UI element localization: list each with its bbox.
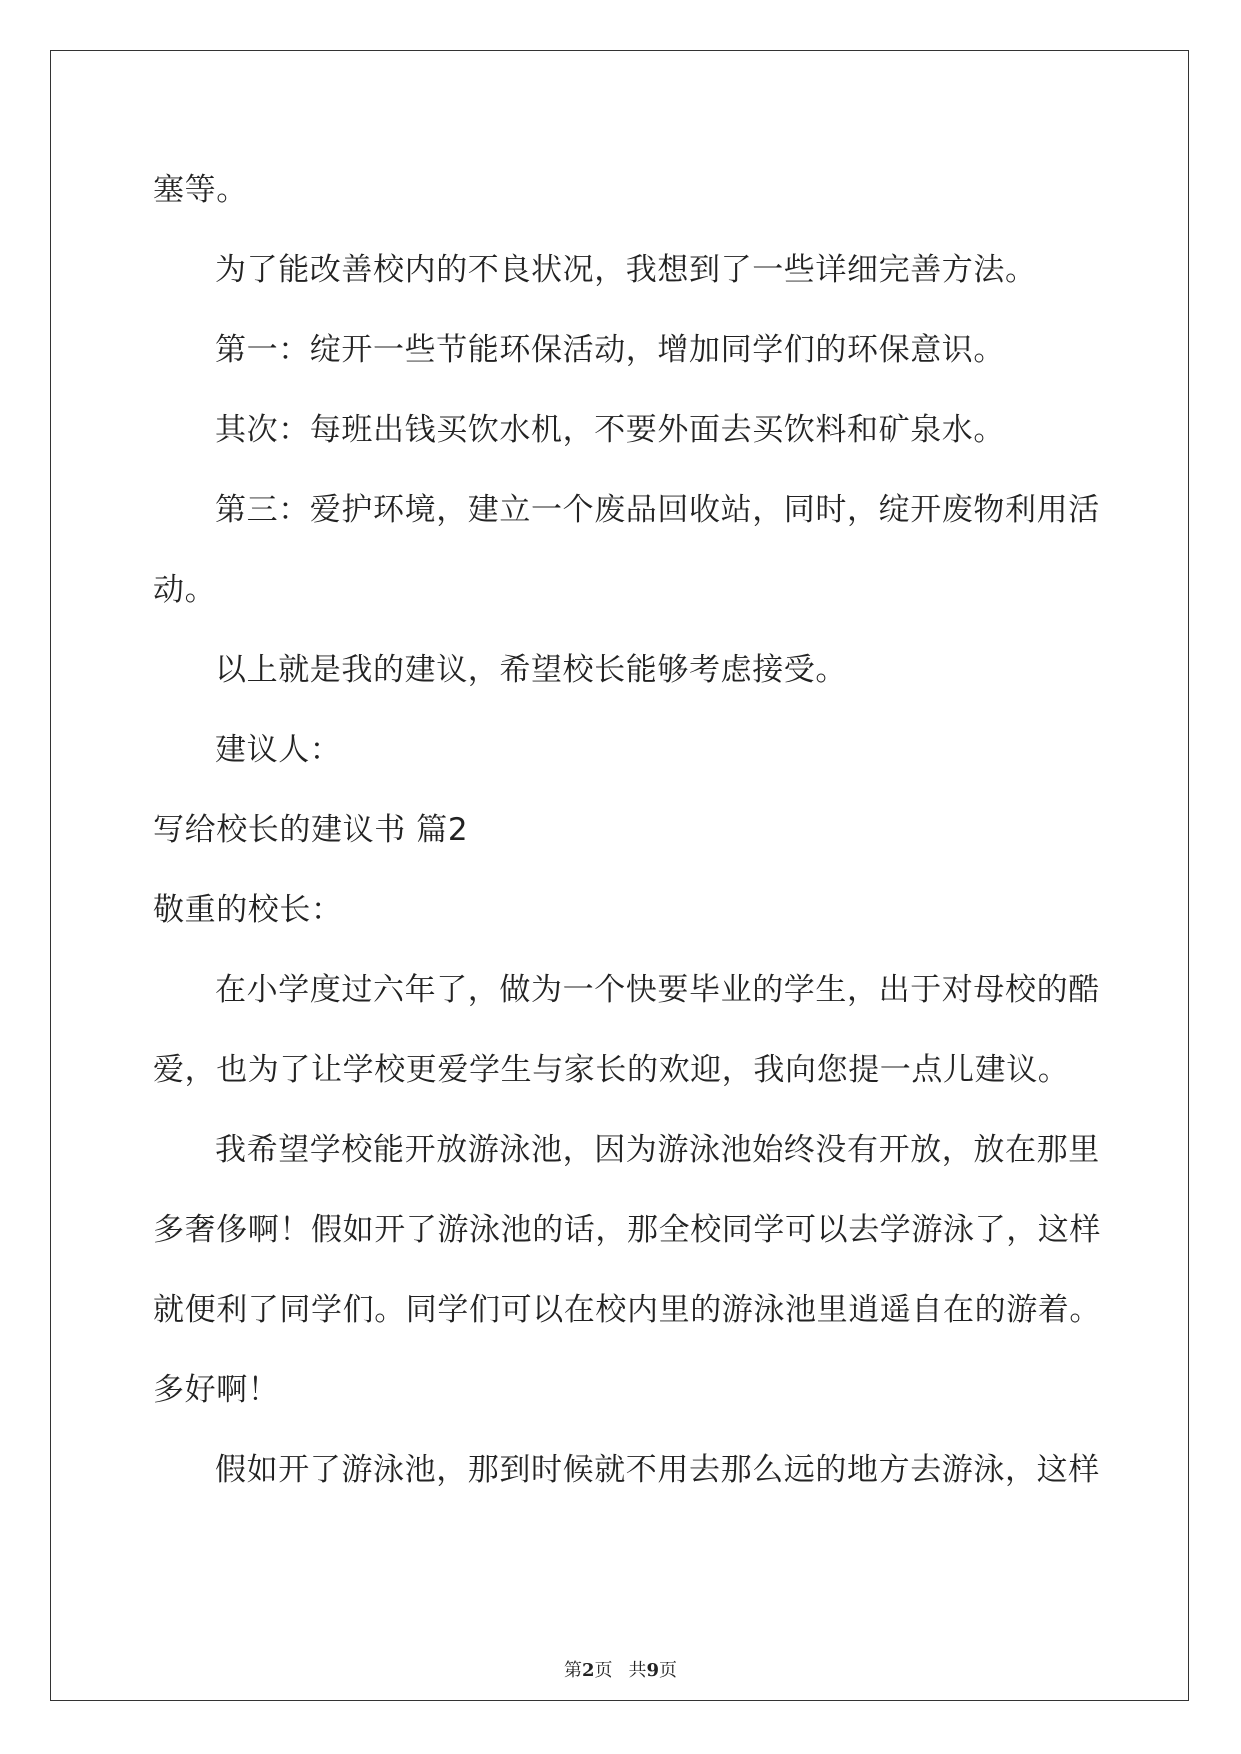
body-line: 多奢侈啊！假如开了游泳池的话，那全校同学可以去学游泳了，这样 xyxy=(153,1212,1101,1248)
page-total: 9 xyxy=(646,1660,660,1681)
signature-label: 建议人： xyxy=(215,732,342,768)
body-line: 就便利了同学们。同学们可以在校内里的游泳池里逍遥自在的游着。 xyxy=(153,1292,1101,1328)
body-paragraph: 第三：爱护环境，建立一个废品回收站，同时，绽开废物利用活 xyxy=(215,492,1100,528)
total-suffix: 页 xyxy=(659,1660,678,1681)
body-line: 爱，也为了让学校更爱学生与家长的欢迎，我向您提一点儿建议。 xyxy=(153,1052,1070,1088)
body-line: 动。 xyxy=(153,572,217,608)
body-paragraph: 其次：每班出钱买饮水机，不要外面去买饮料和矿泉水。 xyxy=(215,412,1005,448)
page-suffix: 页 xyxy=(594,1660,613,1681)
section-heading: 写给校长的建议书 篇2 xyxy=(153,812,469,848)
page-prefix: 第 xyxy=(563,1660,582,1681)
body-paragraph: 我希望学校能开放游泳池，因为游泳池始终没有开放，放在那里 xyxy=(215,1132,1100,1168)
page-footer xyxy=(0,1659,1241,1683)
body-paragraph: 以上就是我的建议，希望校长能够考虑接受。 xyxy=(215,652,847,688)
body-paragraph: 在小学度过六年了，做为一个快要毕业的学生，出于对母校的酷 xyxy=(215,972,1100,1008)
page-number: 2 xyxy=(581,1660,595,1681)
body-paragraph: 为了能改善校内的不良状况，我想到了一些详细完善方法。 xyxy=(215,252,1037,288)
body-line: 多好啊！ xyxy=(153,1372,280,1408)
total-prefix: 共 xyxy=(628,1660,647,1681)
salutation: 敬重的校长： xyxy=(153,892,343,928)
body-paragraph: 假如开了游泳池，那到时候就不用去那么远的地方去游泳，这样 xyxy=(215,1452,1100,1488)
body-paragraph: 第一：绽开一些节能环保活动，增加同学们的环保意识。 xyxy=(215,332,1005,368)
body-line: 塞等。 xyxy=(153,172,248,208)
